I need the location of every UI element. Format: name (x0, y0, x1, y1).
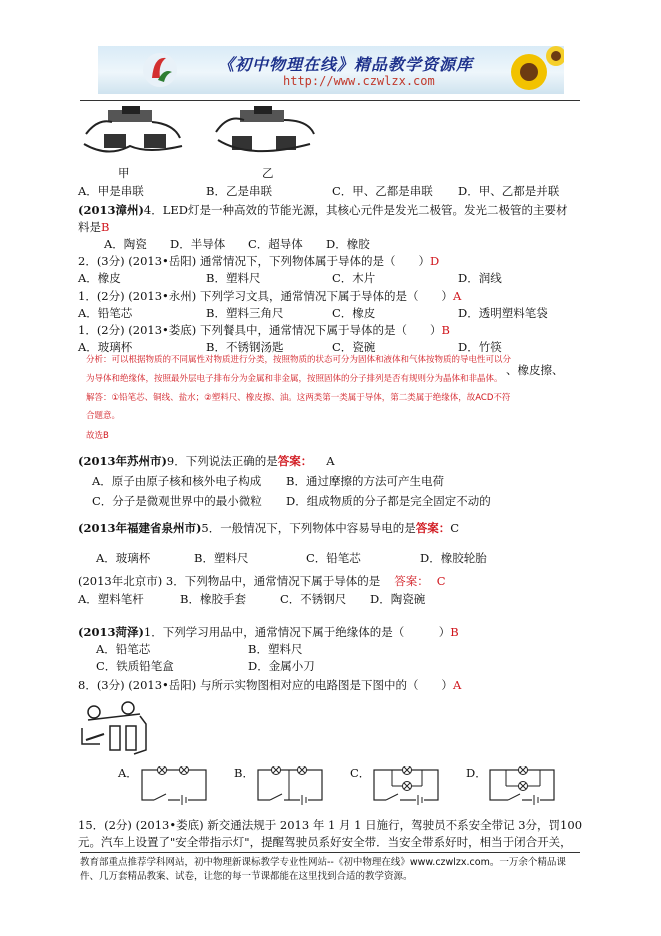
circuit-label-b: 乙 (262, 166, 274, 180)
option-c: C．木片 (332, 271, 376, 285)
banner-url[interactable]: http://www.czwlzx.com (283, 74, 435, 88)
question-yongzhou (78, 289, 461, 303)
option-c: C．甲、乙都是串联 (332, 184, 433, 198)
question-stem: 2．(3分) (2013•岳阳) 通常情况下，下列物体属于导体的是（ ） (78, 254, 430, 268)
option-a: A．玻璃杯 (96, 551, 151, 565)
question-yueyang (78, 254, 439, 268)
option-d: D．透明塑料笔袋 (458, 306, 548, 320)
answer-text: C (436, 574, 446, 588)
banner-title: 《初中物理在线》精品教学资源库 (218, 55, 474, 74)
question-source: (2013漳州) (78, 203, 144, 217)
site-logo-icon (140, 48, 180, 92)
question-source: (2013年福建省泉州市) (78, 521, 202, 535)
option-a: A．橡皮 (78, 271, 121, 285)
question-stem: 1．(2分) (2013•永州) 下列学习文具，通常情况下属于导体的是（ ） (78, 289, 453, 303)
answer-text: D (429, 254, 440, 268)
option-c: C．铅笔芯 (306, 551, 361, 565)
question-stem: 5．一般情况下，下列物体中容易导电的是 (201, 521, 416, 535)
question-stem: (2013年北京市) 3．下列物品中，通常情况下属于导体的是 (78, 574, 381, 588)
option-d: D．组成物质的分子都是完全固定不动的 (286, 494, 491, 508)
option-c: C．瓷碗 (332, 340, 376, 354)
option-b: B．不锈钢汤匙 (206, 340, 284, 354)
option-d: D． (466, 766, 487, 780)
question-stem: 9．下列说法正确的是 (166, 454, 278, 468)
analysis-line: 故选B (86, 431, 109, 441)
option-b: B．塑料尺 (194, 551, 249, 565)
footer-rule (80, 852, 580, 853)
question-stem: 4．LED灯是一种高效的节能光源，其核心元件是发光二极管。发光二极管的主要材 (143, 203, 568, 217)
option-a: A．甲是串联 (78, 184, 144, 198)
option-d: D．金属小刀 (248, 659, 315, 673)
answer-text: A (326, 454, 335, 468)
circuit-diagram-a (140, 766, 208, 806)
option-c: C． (350, 766, 371, 780)
header-banner (98, 46, 564, 94)
question-heze (78, 625, 459, 639)
analysis-line: 解答：①铅笔芯、铜线、盐水；②塑料尺、橡皮擦、油。这两类第一类属于导体，第二类属于绝缘体，故ACD不符 (86, 393, 511, 403)
overflow-text: 、橡皮擦、 (506, 363, 564, 377)
answer-label: 答案： (394, 574, 429, 588)
option-d: D．竹筷 (458, 340, 502, 354)
answer-text: A (452, 289, 462, 303)
option-b: B．橡胶手套 (180, 592, 246, 606)
question-source: (2013菏泽) (78, 625, 144, 639)
option-b: B．塑料尺 (206, 271, 261, 285)
real-circuit-figure (78, 698, 154, 758)
circuit-diagram-c (372, 766, 440, 806)
question-suzhou (78, 454, 335, 468)
question-loudi (78, 323, 450, 337)
option-c: C．分子是微观世界中的最小微粒 (92, 494, 262, 508)
option-b: B．通过摩擦的方法可产生电荷 (286, 474, 444, 488)
question-last-line1: 15．(2分) (2013•娄底) 新交通法规于 2013 年 1 月 1 日施行，驾驶员不系安全带记 3分，罚100 (78, 818, 583, 832)
question-beijing (78, 574, 446, 588)
question-source: (2013年苏州市) (78, 454, 167, 468)
header-rule (80, 100, 580, 101)
question-quanzhou (78, 521, 459, 535)
question-last-line2: 元。汽车上设置了"安全带指示灯"，提醒驾驶员系好安全带．当安全带系好时，相当于闭合开关， (78, 835, 572, 849)
answer-label: 答案： (277, 454, 313, 468)
option-c: C．不锈钢尺 (280, 592, 347, 606)
option-b: B．塑料三角尺 (206, 306, 284, 320)
option-c: C．铁质铅笔盒 (96, 659, 174, 673)
option-b: D．半导体 (170, 237, 226, 251)
option-a: A．原子由原子核和核外电子构成 (92, 474, 262, 488)
option-a: A． (118, 766, 138, 780)
option-a: A．塑料笔杆 (78, 592, 144, 606)
analysis-line: 为导体和绝缘体，按照最外层电子排布分为金属和非金属，按照固体的分子排列是否有规则分为晶体和非晶体。 (86, 374, 503, 384)
answer-text: B (101, 220, 110, 234)
option-c: C．橡皮 (332, 306, 376, 320)
question-stem: 1．下列学习用品中，通常情况下属于绝缘体的是（ ） (143, 625, 451, 639)
option-d: D．橡胶 (326, 237, 370, 251)
option-b: B．塑料尺 (248, 642, 303, 656)
option-a: A．玻璃杯 (78, 340, 133, 354)
answer-text: A (452, 678, 462, 692)
option-b: B．乙是串联 (206, 184, 272, 198)
option-a: A．陶瓷 (104, 237, 147, 251)
question-stem: 8．(3分) (2013•岳阳) 与所示实物图相对应的电路图是下图中的（ ） (78, 678, 453, 692)
footer-line: 教育部重点推荐学科网站，初中物理新课标教学专业性网站--《初中物理在线》www.czwlzx.com。一万余个精品课 (80, 857, 566, 868)
circuit-photo-a (78, 104, 188, 162)
question-stem: 1．(2分) (2013•娄底) 下列餐具中，通常情况下属于导体的是（ ） (78, 323, 442, 337)
answer-label: 答案： (415, 521, 451, 535)
answer-text: C (450, 521, 460, 535)
option-d: D．陶瓷碗 (370, 592, 426, 606)
question-led (78, 203, 567, 217)
circuit-diagram-b (256, 766, 324, 806)
circuit-diagram-d (488, 766, 556, 806)
option-d: D．橡胶轮胎 (420, 551, 487, 565)
question-led-line2 (78, 220, 109, 234)
circuit-photo-b (210, 104, 320, 162)
analysis-line: 合题意。 (86, 411, 121, 421)
question-circuit (78, 678, 461, 692)
option-d: D．润线 (458, 271, 502, 285)
analysis-line: 分析：可以根据物质的不同属性对物质进行分类，按照物质的状态可分为固体和液体和气体按物质的导电性可以分 (86, 355, 512, 365)
footer-line: 件、几万套精品教案、试卷，让您的每一节课都能在这里找到合适的教学资源。 (80, 871, 413, 882)
circuit-label-a: 甲 (118, 166, 130, 180)
question-stem-cont: 料是 (78, 220, 101, 234)
option-a: A．铅笔芯 (78, 306, 133, 320)
option-c: C．超导体 (248, 237, 303, 251)
option-a: A．铅笔芯 (96, 642, 151, 656)
answer-text: B (450, 625, 459, 639)
option-d: D．甲、乙都是并联 (458, 184, 560, 198)
answer-text: B (441, 323, 450, 337)
sunflower-icon (474, 46, 564, 94)
option-b: B． (234, 766, 254, 780)
